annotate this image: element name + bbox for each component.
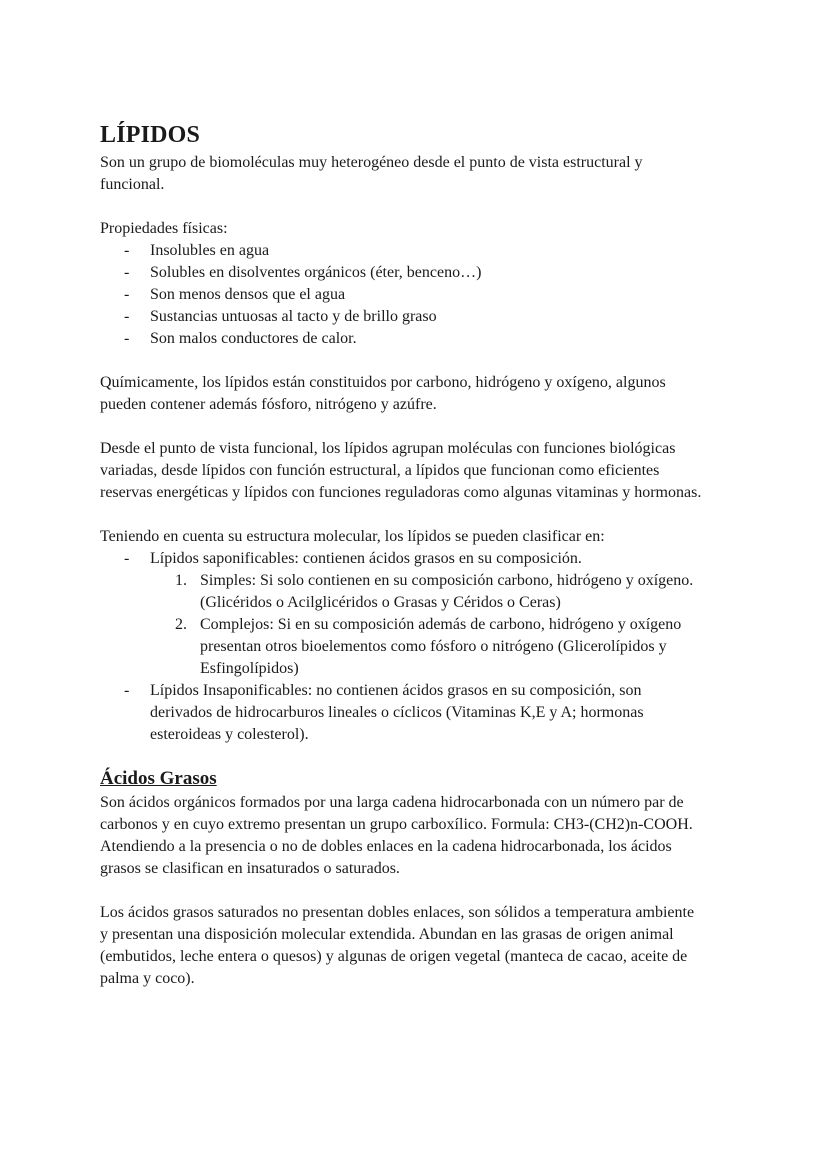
functional-paragraph-line: reservas energéticas y lípidos con funciones reguladoras como algunas vitaminas y hormonas. bbox=[100, 484, 702, 501]
physical-properties-heading: Propiedades físicas: bbox=[100, 220, 228, 237]
list-item-continuation: derivados de hidrocarburos lineales o cíclicos (Vitaminas K,E y A; hormonas bbox=[150, 704, 644, 721]
chemical-paragraph-line: Químicamente, los lípidos están constituidos por carbono, hidrógeno y oxígeno, algunos bbox=[100, 374, 666, 391]
section-heading-acidos-grasos: Ácidos Grasos bbox=[100, 768, 217, 789]
list-item-saponifiable bbox=[100, 548, 740, 570]
bullet-marker: - bbox=[124, 682, 130, 699]
number-marker: 1. bbox=[175, 572, 187, 589]
numbered-item-continuation: (Glicéridos o Acilglicéridos o Grasas y Céridos o Ceras) bbox=[200, 594, 561, 611]
numbered-item-text: Simples: Si solo contienen en su composición carbono, hidrógeno y oxígeno. bbox=[200, 572, 694, 589]
numbered-item-text: Complejos: Si en su composición además de carbono, hidrógeno y oxígeno bbox=[200, 616, 682, 633]
intro-line: funcional. bbox=[100, 176, 165, 193]
list-item-text: Son malos conductores de calor. bbox=[150, 330, 357, 347]
bullet-marker: - bbox=[124, 264, 130, 281]
list-item-text: Lípidos Insaponificables: no contienen ácidos grasos en su composición, son bbox=[150, 682, 642, 699]
fatty-acids-paragraph-line: Atendiendo a la presencia o no de dobles enlaces en la cadena hidrocarbonada, los ácidos bbox=[100, 838, 672, 855]
page-title: LÍPIDOS bbox=[100, 122, 201, 148]
numbered-item-simples bbox=[100, 570, 740, 592]
intro-line: Son un grupo de biomoléculas muy heterogéneo desde el punto de vista estructural y bbox=[100, 154, 643, 171]
functional-paragraph-line: variadas, desde lípidos con función estructural, a lípidos que funcionan como eficientes bbox=[100, 462, 660, 479]
document-page bbox=[100, 118, 740, 990]
list-item bbox=[100, 240, 740, 262]
numbered-item-continuation: Esfingolípidos) bbox=[200, 660, 299, 677]
chemical-paragraph-line: pueden contener además fósforo, nitrógeno y azúfre. bbox=[100, 396, 437, 413]
saturated-paragraph-line: Los ácidos grasos saturados no presentan dobles enlaces, son sólidos a temperatura ambiente bbox=[100, 904, 695, 921]
classification-intro: Teniendo en cuenta su estructura molecular, los lípidos se pueden clasificar en: bbox=[100, 528, 605, 545]
saturated-paragraph-line: palma y coco). bbox=[100, 970, 195, 987]
bullet-marker: - bbox=[124, 242, 130, 259]
list-item-insaponifiable bbox=[100, 680, 740, 702]
saturated-paragraph-line: y presentan una disposición molecular extendida. Abundan en las grasas de origen animal bbox=[100, 926, 674, 943]
list-item-text: Insolubles en agua bbox=[150, 242, 270, 259]
numbered-item-complejos bbox=[100, 614, 740, 636]
bullet-marker: - bbox=[124, 308, 130, 325]
list-item-text: Sustancias untuosas al tacto y de brillo graso bbox=[150, 308, 437, 325]
list-item-continuation: esteroideas y colesterol). bbox=[150, 726, 309, 743]
saturated-paragraph-line: (embutidos, leche entera o quesos) y algunas de origen vegetal (manteca de cacao, aceite de bbox=[100, 948, 688, 965]
list-item-text: Son menos densos que el agua bbox=[150, 286, 346, 303]
numbered-item-continuation: presentan otros bioelementos como fósforo o nitrógeno (Glicerolípidos y bbox=[200, 638, 667, 655]
fatty-acids-paragraph-line: Son ácidos orgánicos formados por una larga cadena hidrocarbonada con un número par de bbox=[100, 794, 684, 811]
fatty-acids-paragraph-line: carbonos y en cuyo extremo presentan un grupo carboxílico. Formula: CH3-(CH2)n-COOH. bbox=[100, 816, 693, 833]
list-item bbox=[100, 328, 740, 350]
number-marker: 2. bbox=[175, 616, 187, 633]
list-item bbox=[100, 284, 740, 306]
bullet-marker: - bbox=[124, 330, 130, 347]
bullet-marker: - bbox=[124, 286, 130, 303]
bullet-marker: - bbox=[124, 550, 130, 567]
list-item bbox=[100, 306, 740, 328]
list-item bbox=[100, 262, 740, 284]
list-item-text: Lípidos saponificables: contienen ácidos grasos en su composición. bbox=[150, 550, 582, 567]
list-item-text: Solubles en disolventes orgánicos (éter, benceno…) bbox=[150, 264, 482, 281]
functional-paragraph-line: Desde el punto de vista funcional, los lípidos agrupan moléculas con funciones biológicas bbox=[100, 440, 676, 457]
fatty-acids-paragraph-line: grasos se clasifican en insaturados o saturados. bbox=[100, 860, 400, 877]
